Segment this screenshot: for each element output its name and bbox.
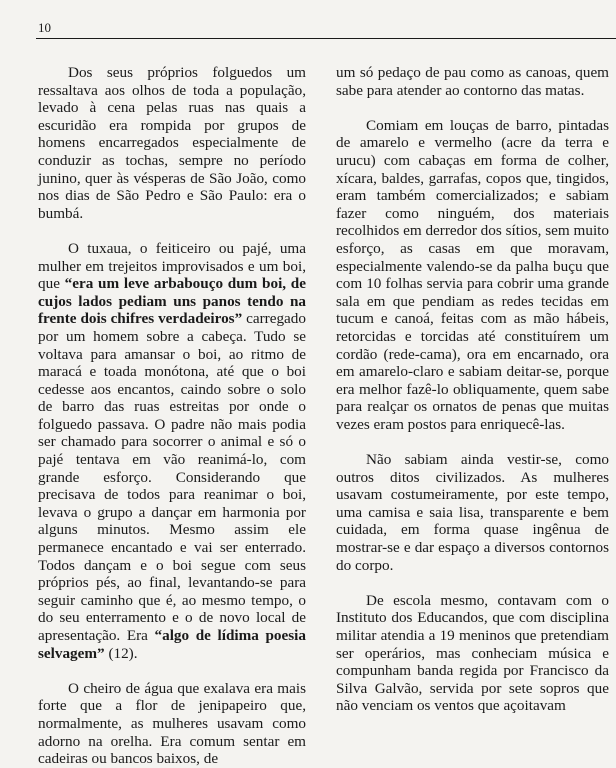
paragraph-continuation: um só pedaço de pau como as canoas, quem sabe para atender ao contorno das matas. bbox=[336, 64, 609, 99]
paragraph-cheiro: O cheiro de água que exalava era mais forte que a flor de jenipapeiro que, normalmente, as mulheres usavam como adorno na orelha. Era comum sentar em cadeiras ou bancos baixos, de bbox=[38, 679, 306, 768]
header-rule bbox=[36, 38, 616, 39]
text-run: O tuxaua, o feiticeiro ou pajé, uma mulher em trejeitos improvisados e um boi, que bbox=[38, 239, 306, 293]
right-column bbox=[336, 64, 609, 715]
paragraph-loucas: Comiam em louças de barro, pintadas de amarelo e vermelho (acre da terra e urucu) com cabaças em forma de colher, xícara, baldes, garrafas, copos que, tingidos, eram também comercializados; e sabiam fazer como ninguém, dos materiais recolhidos em derredor dos sítios, sem muito esforço, as casas em que moravam, especialmente valendo-se da palha buçu que com 10 folhas servia para cobrir uma grande sala em que pendiam as redes tecidas em tucum e canoá, feitas com as mão hábeis, retorcidas e torcidas até constituírem um cordão (rede-cama), ora em encarnado, ora em amarelo-claro e sabiam deitar-se, porque era melhor fazê-lo obliquamente, quem sabe para realçar os ornatos de penas que muitas vezes eram postos para enriquecê-las. bbox=[336, 116, 609, 433]
text-run: (12). bbox=[104, 644, 138, 662]
paragraph-tuxaua bbox=[38, 240, 306, 662]
paragraph-bumba: Dos seus próprios folguedos um ressaltava aos olhos de toda a população, levado à cena pelas ruas nas quais a escuridão era rompida por grupos de homens encarregados especialmente de conduzir as tochas, sempre no período junino, quer às vésperas de São João, como nos dias de São Pedro e São Paulo: era o bumbá. bbox=[38, 64, 306, 222]
text-run: carregado por um homem sobre a cabeça. Tudo se voltava para amansar o boi, ao ritmo de maracá e toada monótona, até que o boi cedesse aos encantos, caindo sobre o solo de barro das ruas estreitas por onde o folguedo passava. O padre não mais podia ser chamado para socorrer o animal e só o pajé tentava em vão reanimá-lo, com grande esforço. Considerando que precisava de todos para reanimar o boi, levava o grupo a dançar em harmonia por alguns minutos. Mesmo assim ele permanece encantado e vai ser enterrado. Todos dançam e o boi segue com seus próprios pés, ao final, levantando-se para seguir caminho que é, ao mesmo tempo, o do seu enterramento e o de novo local de apresentação. Era bbox=[38, 310, 306, 644]
page-number: 10 bbox=[38, 20, 51, 35]
quote-boi: “era um leve arbabouço dum boi, de cujos lados pediam uns panos tendo na frente dois chifres verdadeiros” bbox=[38, 275, 306, 328]
left-column bbox=[38, 64, 306, 768]
paragraph-escola: De escola mesmo, contavam com o Instituto dos Educandos, que com disciplina militar atendia a 19 meninos que pretendiam ser operários, mas conheciam música e compunham banda regida por Francisco da Silva Galvão, servida por sete sopros que não venciam os ventos que açoitavam bbox=[336, 591, 609, 715]
paragraph-vestir: Não sabiam ainda vestir-se, como outros ditos civilizados. As mulheres usavam costumeiramente, por este tempo, uma camisa e saia lisa, transparente e bem cuidada, em forma quase ingênua de mostrar-se e dar espaço a diversos contornos do corpo. bbox=[336, 451, 609, 574]
quote-poesia: “algo de lídima poesia selvagem” bbox=[38, 627, 306, 662]
